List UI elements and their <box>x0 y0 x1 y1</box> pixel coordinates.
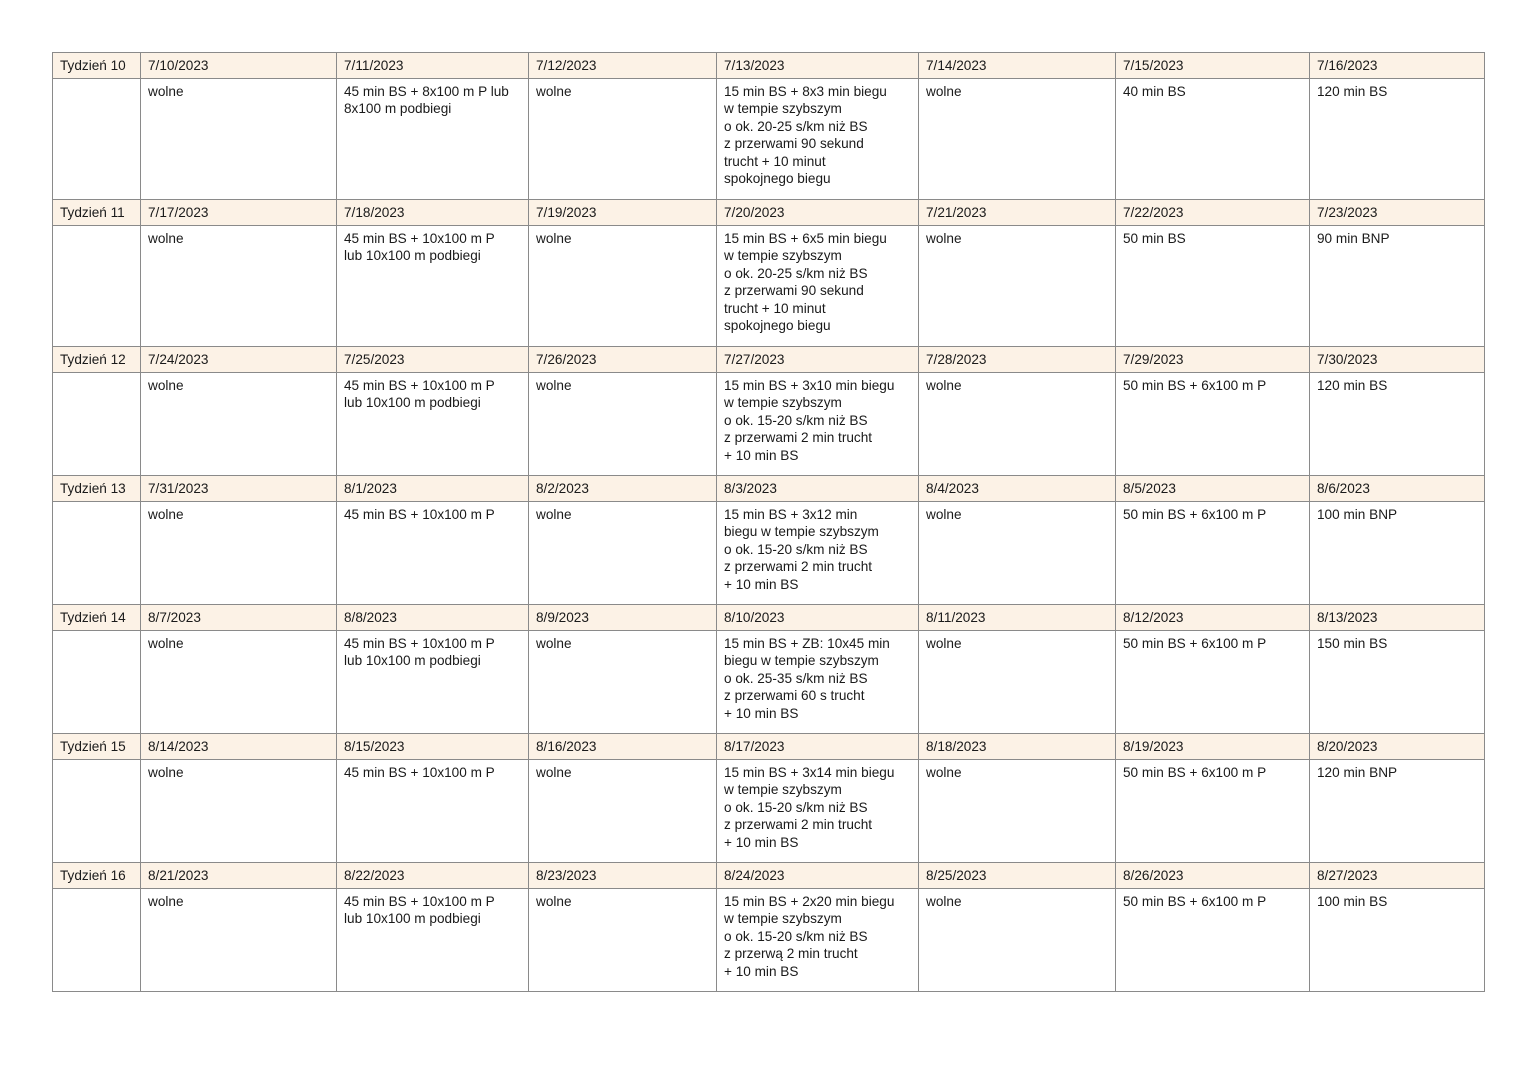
week-label: Tydzień 10 <box>53 53 141 79</box>
week-header-row <box>53 605 1485 631</box>
plan-cell: wolne <box>529 889 717 992</box>
week-plan-row <box>53 373 1485 476</box>
date-cell: 8/11/2023 <box>919 605 1116 631</box>
date-cell: 8/6/2023 <box>1310 476 1485 502</box>
plan-cell: wolne <box>529 79 717 200</box>
date-cell: 7/26/2023 <box>529 347 717 373</box>
date-cell: 8/3/2023 <box>717 476 919 502</box>
date-cell: 8/17/2023 <box>717 734 919 760</box>
date-cell: 8/8/2023 <box>337 605 529 631</box>
date-cell: 7/22/2023 <box>1116 200 1310 226</box>
week-plan-row <box>53 760 1485 863</box>
date-cell: 8/12/2023 <box>1116 605 1310 631</box>
date-cell: 8/13/2023 <box>1310 605 1485 631</box>
plan-cell: wolne <box>919 631 1116 734</box>
date-cell: 7/11/2023 <box>337 53 529 79</box>
date-cell: 8/20/2023 <box>1310 734 1485 760</box>
week-header-row <box>53 734 1485 760</box>
plan-cell: wolne <box>529 502 717 605</box>
week-header-row <box>53 476 1485 502</box>
plan-cell: 50 min BS + 6x100 m P <box>1116 889 1310 992</box>
plan-cell: 50 min BS + 6x100 m P <box>1116 502 1310 605</box>
week-header-row <box>53 863 1485 889</box>
date-cell: 7/24/2023 <box>141 347 337 373</box>
plan-cell: wolne <box>919 889 1116 992</box>
date-cell: 7/14/2023 <box>919 53 1116 79</box>
plan-cell: 50 min BS + 6x100 m P <box>1116 631 1310 734</box>
date-cell: 8/24/2023 <box>717 863 919 889</box>
date-cell: 7/31/2023 <box>141 476 337 502</box>
plan-cell: 15 min BS + 3x12 min biegu w tempie szybszym o ok. 15-20 s/km niż BS z przerwami 2 min trucht + 10 min BS <box>717 502 919 605</box>
week-plan-row <box>53 631 1485 734</box>
plan-cell: wolne <box>919 373 1116 476</box>
date-cell: 7/12/2023 <box>529 53 717 79</box>
plan-cell: wolne <box>529 226 717 347</box>
date-cell: 7/15/2023 <box>1116 53 1310 79</box>
week-label: Tydzień 11 <box>53 200 141 226</box>
date-cell: 8/25/2023 <box>919 863 1116 889</box>
plan-cell: wolne <box>529 631 717 734</box>
plan-cell: wolne <box>919 760 1116 863</box>
plan-cell: wolne <box>919 502 1116 605</box>
date-cell: 8/4/2023 <box>919 476 1116 502</box>
empty-label-cell <box>53 373 141 476</box>
date-cell: 8/7/2023 <box>141 605 337 631</box>
date-cell: 8/18/2023 <box>919 734 1116 760</box>
plan-cell: 40 min BS <box>1116 79 1310 200</box>
date-cell: 7/17/2023 <box>141 200 337 226</box>
week-label: Tydzień 13 <box>53 476 141 502</box>
plan-cell: 50 min BS <box>1116 226 1310 347</box>
week-plan-row <box>53 502 1485 605</box>
training-schedule-table <box>52 52 1485 992</box>
week-label: Tydzień 14 <box>53 605 141 631</box>
week-header-row <box>53 347 1485 373</box>
date-cell: 7/23/2023 <box>1310 200 1485 226</box>
plan-cell: 15 min BS + 2x20 min biegu w tempie szybszym o ok. 15-20 s/km niż BS z przerwą 2 min trucht + 10 min BS <box>717 889 919 992</box>
date-cell: 8/10/2023 <box>717 605 919 631</box>
week-label: Tydzień 12 <box>53 347 141 373</box>
date-cell: 8/26/2023 <box>1116 863 1310 889</box>
empty-label-cell <box>53 502 141 605</box>
date-cell: 8/23/2023 <box>529 863 717 889</box>
plan-cell: 45 min BS + 10x100 m P lub 10x100 m podbiegi <box>337 226 529 347</box>
plan-cell: wolne <box>141 631 337 734</box>
plan-cell: 90 min BNP <box>1310 226 1485 347</box>
plan-cell: wolne <box>141 760 337 863</box>
week-plan-row <box>53 79 1485 200</box>
plan-cell: 100 min BS <box>1310 889 1485 992</box>
date-cell: 8/2/2023 <box>529 476 717 502</box>
week-plan-row <box>53 226 1485 347</box>
plan-cell: wolne <box>529 760 717 863</box>
date-cell: 7/27/2023 <box>717 347 919 373</box>
empty-label-cell <box>53 226 141 347</box>
week-plan-row <box>53 889 1485 992</box>
date-cell: 8/15/2023 <box>337 734 529 760</box>
plan-cell: 15 min BS + 8x3 min biegu w tempie szybszym o ok. 20-25 s/km niż BS z przerwami 90 sekund trucht + 10 minut spokojnego biegu <box>717 79 919 200</box>
plan-cell: 15 min BS + 6x5 min biegu w tempie szybszym o ok. 20-25 s/km niż BS z przerwami 90 sekund trucht + 10 minut spokojnego biegu <box>717 226 919 347</box>
plan-cell: wolne <box>141 79 337 200</box>
week-header-row <box>53 200 1485 226</box>
plan-cell: 100 min BNP <box>1310 502 1485 605</box>
date-cell: 8/19/2023 <box>1116 734 1310 760</box>
date-cell: 7/29/2023 <box>1116 347 1310 373</box>
plan-cell: wolne <box>919 79 1116 200</box>
date-cell: 7/13/2023 <box>717 53 919 79</box>
empty-label-cell <box>53 631 141 734</box>
plan-cell: wolne <box>141 889 337 992</box>
plan-cell: 15 min BS + 3x10 min biegu w tempie szybszym o ok. 15-20 s/km niż BS z przerwami 2 min trucht + 10 min BS <box>717 373 919 476</box>
plan-cell: 45 min BS + 10x100 m P <box>337 502 529 605</box>
date-cell: 7/21/2023 <box>919 200 1116 226</box>
plan-cell: 45 min BS + 10x100 m P lub 10x100 m podbiegi <box>337 373 529 476</box>
schedule-body <box>53 53 1485 992</box>
date-cell: 7/16/2023 <box>1310 53 1485 79</box>
plan-cell: 120 min BS <box>1310 373 1485 476</box>
date-cell: 7/28/2023 <box>919 347 1116 373</box>
plan-cell: wolne <box>141 502 337 605</box>
empty-label-cell <box>53 760 141 863</box>
date-cell: 7/30/2023 <box>1310 347 1485 373</box>
plan-cell: 50 min BS + 6x100 m P <box>1116 760 1310 863</box>
plan-cell: 45 min BS + 10x100 m P lub 10x100 m podbiegi <box>337 889 529 992</box>
plan-cell: 120 min BS <box>1310 79 1485 200</box>
date-cell: 7/25/2023 <box>337 347 529 373</box>
week-label: Tydzień 16 <box>53 863 141 889</box>
plan-cell: wolne <box>141 373 337 476</box>
date-cell: 7/10/2023 <box>141 53 337 79</box>
date-cell: 7/20/2023 <box>717 200 919 226</box>
plan-cell: 15 min BS + 3x14 min biegu w tempie szybszym o ok. 15-20 s/km niż BS z przerwami 2 min trucht + 10 min BS <box>717 760 919 863</box>
date-cell: 8/9/2023 <box>529 605 717 631</box>
plan-cell: wolne <box>529 373 717 476</box>
date-cell: 8/1/2023 <box>337 476 529 502</box>
plan-cell: 15 min BS + ZB: 10x45 min biegu w tempie szybszym o ok. 25-35 s/km niż BS z przerwami 60 s trucht + 10 min BS <box>717 631 919 734</box>
plan-cell: 45 min BS + 10x100 m P <box>337 760 529 863</box>
date-cell: 8/21/2023 <box>141 863 337 889</box>
date-cell: 8/27/2023 <box>1310 863 1485 889</box>
plan-cell: 150 min BS <box>1310 631 1485 734</box>
date-cell: 8/14/2023 <box>141 734 337 760</box>
date-cell: 8/5/2023 <box>1116 476 1310 502</box>
plan-cell: 120 min BNP <box>1310 760 1485 863</box>
plan-cell: wolne <box>141 226 337 347</box>
plan-cell: 45 min BS + 10x100 m P lub 10x100 m podbiegi <box>337 631 529 734</box>
date-cell: 7/18/2023 <box>337 200 529 226</box>
date-cell: 8/22/2023 <box>337 863 529 889</box>
plan-cell: 45 min BS + 8x100 m P lub 8x100 m podbiegi <box>337 79 529 200</box>
date-cell: 8/16/2023 <box>529 734 717 760</box>
week-label: Tydzień 15 <box>53 734 141 760</box>
date-cell: 7/19/2023 <box>529 200 717 226</box>
empty-label-cell <box>53 79 141 200</box>
week-header-row <box>53 53 1485 79</box>
plan-cell: wolne <box>919 226 1116 347</box>
empty-label-cell <box>53 889 141 992</box>
plan-cell: 50 min BS + 6x100 m P <box>1116 373 1310 476</box>
